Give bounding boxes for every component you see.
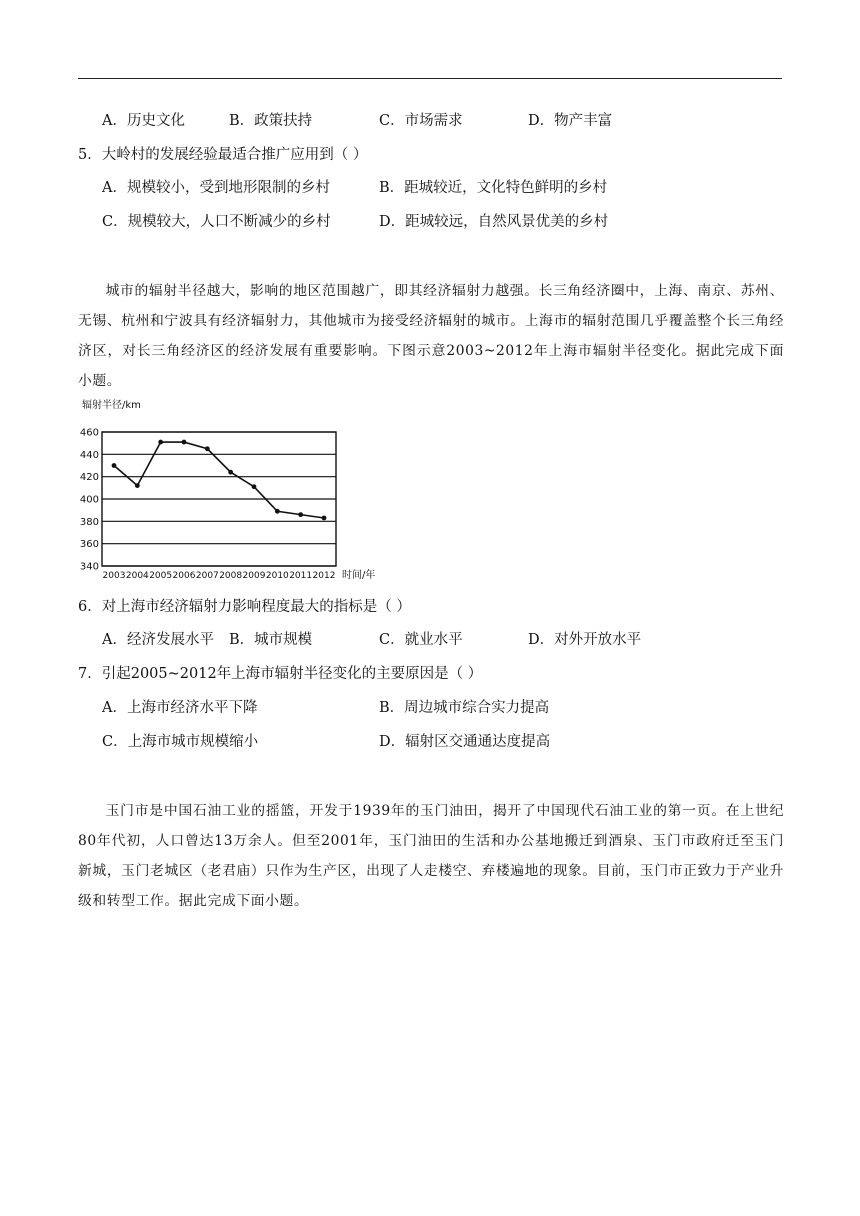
q5-option-c[interactable]: C．规模较大，人口不断减少的乡村	[102, 214, 331, 230]
q4-option-a[interactable]: A．历史文化	[102, 113, 185, 129]
x-tick-label: 2012	[312, 571, 336, 581]
q6-option-d[interactable]: D．对外开放水平	[528, 632, 642, 648]
data-point	[205, 446, 210, 451]
q6-option-c[interactable]: C．就业水平	[379, 632, 463, 648]
x-tick-label: 2003	[102, 571, 126, 581]
x-tick-label: 2004	[125, 571, 149, 581]
series-line	[114, 442, 324, 518]
y-axis-label: 辐射半径/km	[82, 400, 141, 411]
data-point	[228, 470, 233, 475]
y-tick-label: 460	[79, 427, 99, 439]
x-tick-label: 2006	[172, 571, 196, 581]
q4-option-d[interactable]: D．物产丰富	[528, 113, 613, 129]
q7-option-a[interactable]: A．上海市经济水平下降	[102, 700, 258, 716]
data-point	[112, 463, 117, 468]
q6-option-b[interactable]: B．城市规模	[229, 632, 313, 648]
data-point	[135, 483, 140, 488]
x-tick-label: 2008	[219, 571, 243, 581]
q7-option-b[interactable]: B．周边城市综合实力提高	[379, 700, 550, 716]
x-tick-label: 2005	[149, 571, 173, 581]
y-tick-label: 420	[79, 472, 99, 484]
y-tick-label: 400	[79, 494, 99, 506]
x-tick-label: 2009	[242, 571, 266, 581]
data-point	[298, 512, 303, 517]
x-tick-label: 2007	[195, 571, 219, 581]
data-point	[182, 440, 187, 445]
x-tick-label: 2010	[265, 571, 289, 581]
x-tick-label: 2011	[289, 571, 313, 581]
data-point	[275, 509, 280, 514]
y-tick-label: 360	[79, 539, 99, 551]
q5-option-d[interactable]: D．距城较远，自然风景优美的乡村	[379, 214, 609, 230]
q4-option-c[interactable]: C．市场需求	[379, 113, 463, 129]
y-tick-label: 380	[79, 516, 99, 528]
q6-option-a[interactable]: A．经济发展水平	[102, 632, 214, 648]
x-axis-label: 时间/年	[342, 570, 376, 581]
y-tick-label: 340	[79, 561, 99, 573]
q5-option-a[interactable]: A．规模较小，受到地形限制的乡村	[102, 180, 330, 196]
header-rule	[78, 78, 782, 79]
q7-option-d[interactable]: D．辐射区交通通达度提高	[379, 734, 551, 750]
passage-shanghai: 城市的辐射半径越大，影响的地区范围越广，即其经济辐射力越强。长三角经济圈中，上海、南京、苏州、无锡、杭州和宁波具有经济辐射力，其他城市为接受经济辐射的城市。上海市的辐射范围几乎覆盖整个长三角经济区，对长三角经济区的经济发展有重要影响。下图示意2003~2012年上海市辐射半径变化。据此完成下面小题。	[78, 283, 784, 389]
q7-stem: 7．引起2005~2012年上海市辐射半径变化的主要原因是（ ）	[78, 666, 483, 682]
data-point	[158, 440, 163, 445]
q7-option-c[interactable]: C．上海市城市规模缩小	[102, 734, 259, 750]
q5-stem: 5．大岭村的发展经验最适合推广应用到（ ）	[78, 147, 368, 163]
data-point	[322, 516, 327, 521]
radius-line-chart	[76, 394, 396, 586]
y-tick-label: 440	[79, 449, 99, 461]
q6-stem: 6．对上海市经济辐射力影响程度最大的指标是（ ）	[78, 599, 411, 615]
q5-option-b[interactable]: B．距城较近，文化特色鲜明的乡村	[379, 180, 608, 196]
q4-option-b[interactable]: B．政策扶持	[229, 113, 313, 129]
passage-yumen: 玉门市是中国石油工业的摇篮，开发于1939年的玉门油田，揭开了中国现代石油工业的第一页。在上世纪80年代初，人口曾达13万余人。但至2001年，玉门油田的生活和办公基地搬迁到酒泉、玉门市政府迁至玉门新城，玉门老城区（老君庙）只作为生产区，出现了人走楼空、弃楼遍地的现象。目前，玉门市正致力于产业升级和转型工作。据此完成下面小题。	[78, 803, 784, 909]
data-point	[252, 484, 257, 489]
